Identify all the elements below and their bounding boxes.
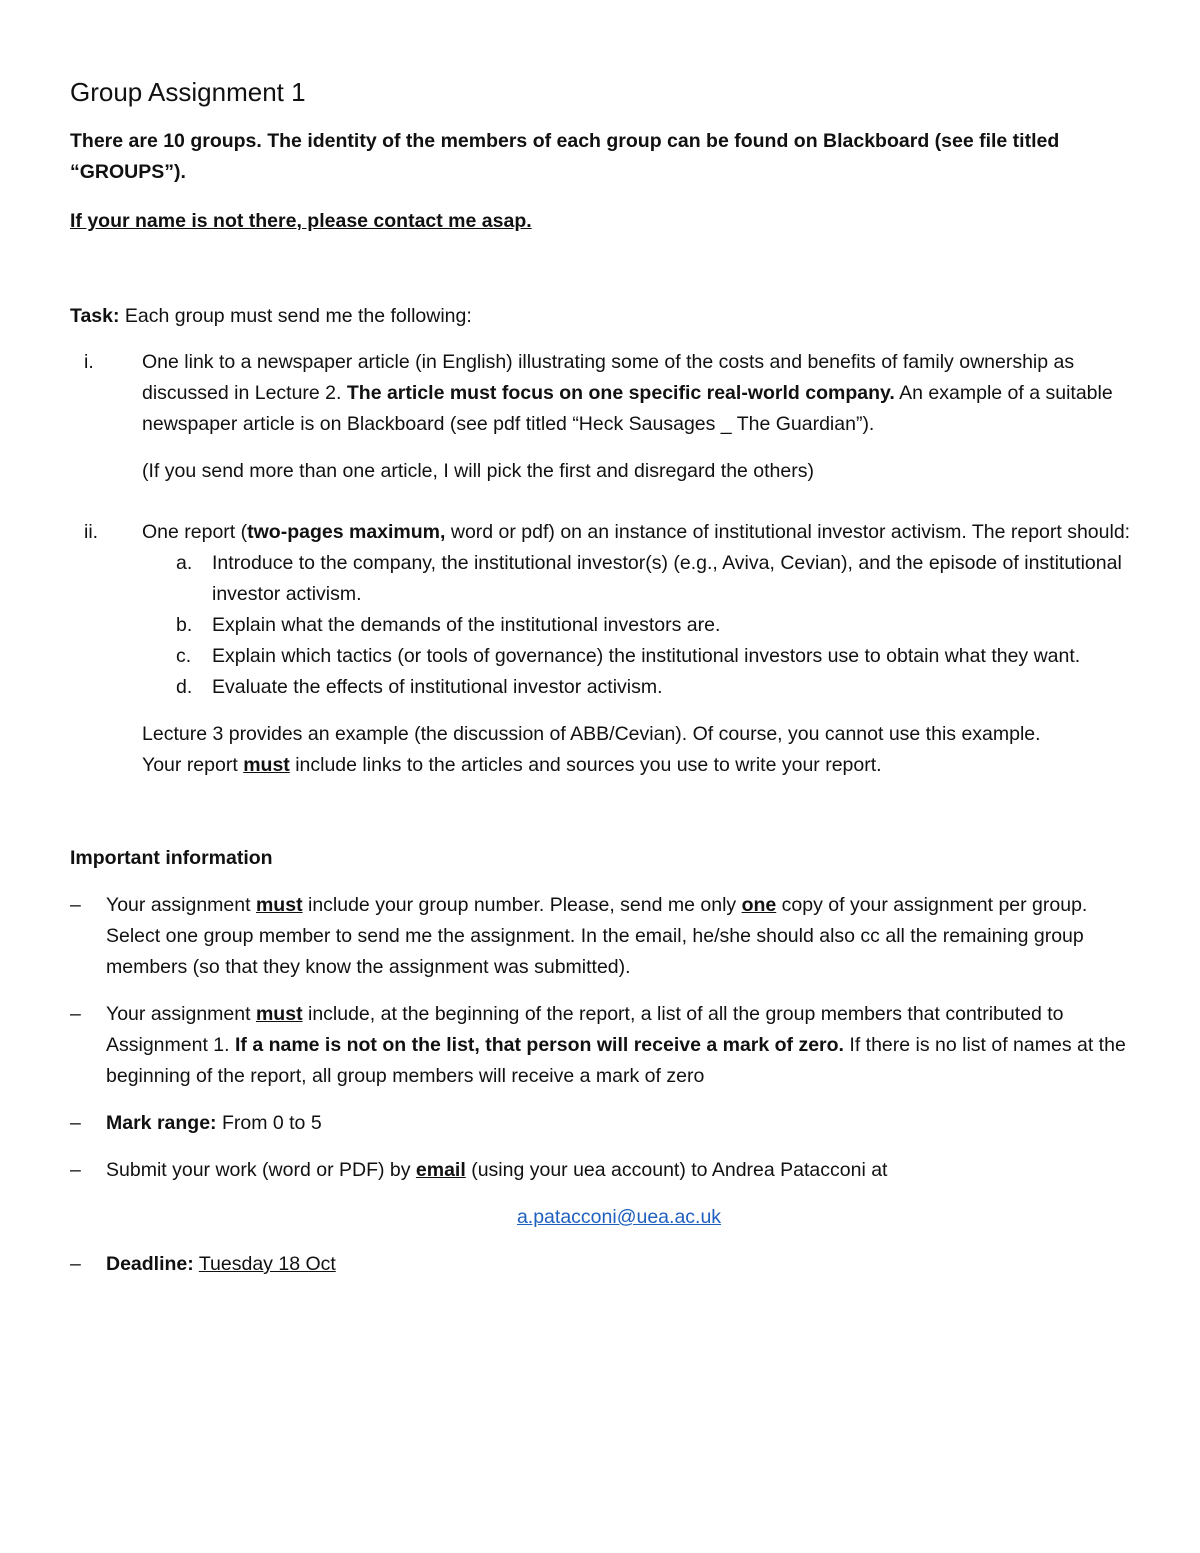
- list-item: [142, 672, 1132, 703]
- task-item-ii: [70, 517, 1132, 781]
- b2-must: must: [255, 1003, 303, 1025]
- list-item-number: c.: [176, 645, 192, 667]
- lecture-note: [142, 719, 1132, 781]
- b2-part3: If there is no list of names at the beginning of the report, all group members will receive a mark of zero: [106, 1034, 1126, 1087]
- dash-bullet: –: [70, 894, 81, 916]
- task-line: [70, 301, 1132, 332]
- dash-bullet: –: [70, 1159, 81, 1181]
- document-title: Group Assignment 1: [70, 77, 306, 107]
- list-item: [142, 548, 1132, 610]
- dash-bullet: –: [70, 1003, 81, 1025]
- list-item-text: Explain which tactics (or tools of governance) the institutional investors use to obtain what they want.: [212, 645, 1081, 667]
- info-bullet-mark-range: [70, 1108, 1132, 1139]
- b1-part2: include your group number. Please, send me only: [302, 894, 742, 916]
- list-item-number: b.: [176, 614, 193, 636]
- info-bullet-member-list: [70, 999, 1132, 1092]
- b4-part1: Submit your work (word or PDF) by: [106, 1159, 416, 1181]
- list-item-number: d.: [176, 676, 193, 698]
- list-item: [142, 610, 1132, 641]
- bullet-text: [106, 1249, 1132, 1280]
- lecture-line-2a: Your report: [142, 754, 244, 776]
- item-ii-text: [142, 517, 1132, 548]
- b1-must: must: [255, 894, 303, 916]
- b2-bold: If a name is not on the list, that person will receive a mark of zero.: [234, 1034, 844, 1056]
- task-label: Task:: [70, 305, 120, 327]
- b1-one: one: [741, 894, 777, 916]
- email-line: [70, 1202, 1132, 1233]
- email-link[interactable]: a.patacconi@uea.ac.uk: [516, 1206, 722, 1228]
- intro-text: There are 10 groups. The identity of the members of each group can be found on Blackboard (see file titled “GROUPS”).: [70, 130, 1060, 183]
- item-i-text: [142, 347, 1132, 440]
- list-item: [142, 641, 1132, 672]
- dash-bullet: –: [70, 1253, 81, 1275]
- b1-part3: copy of your assignment per group. Select one group member to send me the assignment. In the email, he/she should also cc all the remaining group members (so that they know the assignment was submitted).: [106, 894, 1088, 978]
- document-page: [70, 74, 1132, 1280]
- lecture-must: must: [243, 754, 290, 776]
- item-number: ii.: [84, 521, 99, 543]
- info-bullet-group-number: [70, 890, 1132, 983]
- b4-email-word: email: [415, 1159, 466, 1181]
- item-ii-bold: two-pages maximum,: [247, 521, 446, 543]
- item-i-note: (If you send more than one article, I will pick the first and disregard the others): [142, 460, 814, 482]
- deadline-date: Tuesday 18 Oct: [198, 1253, 336, 1275]
- list-item-text: Explain what the demands of the institutional investors are.: [212, 614, 721, 636]
- task-item-i: [70, 347, 1132, 487]
- lecture-line-2b: include links to the articles and sources you use to write your report.: [289, 754, 882, 776]
- list-item-text: Introduce to the company, the institutional investor(s) (e.g., Aviva, Cevian), and the episode of institutional investor activism.: [212, 552, 1122, 605]
- item-ii-part1: One report (: [142, 521, 248, 543]
- bullet-text: [106, 890, 1132, 983]
- list-item-number: a.: [176, 552, 193, 574]
- report-requirements-list: [142, 548, 1132, 703]
- b4-part2: (using your uea account) to Andrea Patacconi at: [465, 1159, 888, 1181]
- info-bullet-submit: [70, 1155, 1132, 1186]
- lecture-line-1: Lecture 3 provides an example (the discussion of ABB/Cevian). Of course, you cannot use this example.: [142, 723, 1041, 745]
- b2-part1: Your assignment: [106, 1003, 256, 1025]
- important-heading: Important information: [70, 847, 273, 869]
- item-number: i.: [84, 351, 94, 373]
- dash-bullet: –: [70, 1112, 81, 1134]
- item-i-part1: One link to a newspaper article (in English) illustrating some of the costs and benefits of family ownership as discussed in Lecture 2.: [142, 351, 1075, 404]
- deadline-label: Deadline:: [106, 1253, 194, 1275]
- b1-part1: Your assignment: [106, 894, 256, 916]
- b2-part2: include, at the beginning of the report, a list of all the group members that contributed to Assignment 1.: [106, 1003, 1064, 1056]
- task-text: Each group must send me the following:: [119, 305, 472, 327]
- item-i-bold: The article must focus on one specific real-world company.: [346, 382, 895, 404]
- list-item-text: Evaluate the effects of institutional investor activism.: [212, 676, 663, 698]
- intro-note: If your name is not there, please contact me asap.: [70, 210, 532, 232]
- info-bullet-deadline: [70, 1249, 1132, 1280]
- bullet-text: [106, 1155, 1132, 1186]
- item-i-part2: An example of a suitable newspaper article is on Blackboard (see pdf titled “Heck Sausages _ The Guardian”).: [142, 382, 1113, 435]
- item-ii-part2: word or pdf) on an instance of institutional investor activism. The report should:: [445, 521, 1131, 543]
- bullet-text: [106, 1108, 1132, 1139]
- mark-range-value: From 0 to 5: [216, 1112, 322, 1134]
- mark-range-label: Mark range:: [106, 1112, 217, 1134]
- bullet-text: [106, 999, 1132, 1092]
